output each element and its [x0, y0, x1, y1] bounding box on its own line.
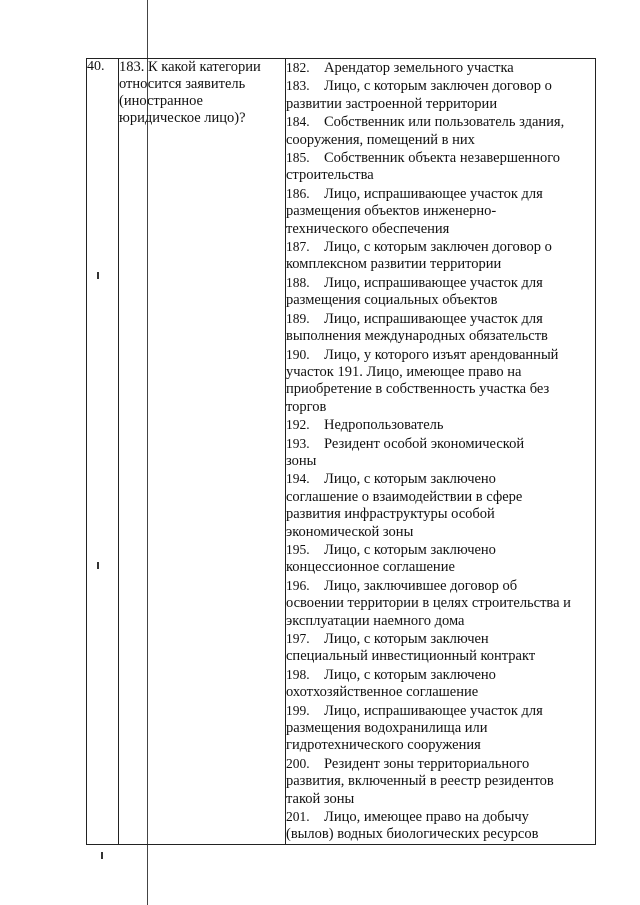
answer-option-text: Лицо, с которым заключено	[324, 666, 496, 683]
answer-option-text: Лицо, испрашивающее участок для	[324, 185, 543, 202]
answer-option-text: эксплуатации наемного дома	[286, 612, 465, 629]
answer-option-number: 192.	[286, 417, 310, 433]
answers-cell	[286, 59, 596, 845]
answer-option-number: 185.	[286, 150, 310, 166]
answer-option-number: 189.	[286, 310, 310, 326]
answer-option-line	[286, 256, 595, 273]
question-table	[86, 58, 596, 845]
answer-option-text: приобретение в собственность участка без	[286, 381, 550, 398]
answer-option-text: охотхозяйственное соглашение	[286, 684, 479, 701]
answer-option-line	[286, 185, 595, 203]
answer-option-text: концессионное соглашение	[286, 559, 455, 576]
answer-option-text: зоны	[286, 452, 317, 469]
answer-option-line	[286, 684, 595, 701]
answer-option-number: 186.	[286, 185, 310, 201]
answer-option-text: гидротехнического сооружения	[286, 737, 481, 754]
answer-option-line	[286, 221, 595, 238]
answer-option-line	[286, 132, 595, 149]
answer-option-line	[286, 292, 595, 309]
answer-option-number: 188.	[286, 274, 310, 290]
answer-option-line	[286, 648, 595, 665]
answer-option-line	[286, 808, 595, 826]
answer-option-line	[286, 489, 595, 506]
answer-option-text: строительства	[286, 167, 374, 184]
answer-option-line	[286, 470, 595, 488]
answer-option-text: торгов	[286, 398, 327, 415]
answer-option-text: участок 191. Лицо, имеющее право на	[286, 363, 522, 380]
answer-option-number: 187.	[286, 239, 310, 255]
answer-option-line	[286, 238, 595, 256]
answer-option-line	[286, 274, 595, 292]
answer-option-number: 195.	[286, 541, 310, 557]
answer-option-line	[286, 453, 595, 470]
answer-option-text: технического обеспечения	[286, 220, 450, 237]
answer-option-text: размещения водохранилища или	[286, 720, 488, 737]
answer-option-text: комплексном развитии территории	[286, 256, 502, 273]
answer-option-line	[286, 755, 595, 773]
answer-option-text: соглашение о взаимодействии в сфере	[286, 488, 523, 505]
answer-option-line	[286, 630, 595, 648]
answer-option-text: Лицо, испрашивающее участок для	[324, 274, 543, 291]
answer-option-text: Лицо, у которого изъят арендованный	[324, 346, 559, 363]
answer-option-number: 182.	[286, 60, 310, 75]
question-line: 183. К какой категории	[119, 59, 261, 75]
answer-option-number: 183.	[286, 78, 310, 94]
answer-option-line	[286, 381, 595, 398]
answer-option-number: 194.	[286, 471, 310, 487]
scan-speck	[101, 852, 103, 859]
answer-option-text: развития инфраструктуры особой	[286, 506, 495, 523]
answer-option-line	[286, 791, 595, 808]
answer-option-line	[286, 310, 595, 328]
answer-option-line	[286, 77, 595, 95]
answer-option-text: Лицо, испрашивающее участок для	[324, 702, 543, 719]
answer-option-text: освоении территории в целях строительства и	[286, 595, 571, 612]
question-cell	[119, 59, 286, 845]
answer-option-line	[286, 559, 595, 576]
answer-option-text: (вылов) водных биологических ресурсов	[286, 826, 539, 843]
answer-option-text: Собственник или пользователь здания,	[324, 114, 565, 131]
answer-option-text: Лицо, с которым заключен договор о	[324, 78, 552, 95]
question-line: относится заявитель	[119, 76, 246, 92]
answer-option-number: 200.	[286, 755, 310, 771]
answer-option-text: Лицо, испрашивающее участок для	[324, 310, 543, 327]
answer-option-text: Лицо, с которым заключено	[324, 541, 496, 558]
answer-option-line	[286, 167, 595, 184]
answer-option-line	[286, 328, 595, 345]
answer-option-text: размещения объектов инженерно-	[286, 203, 497, 220]
answer-option-text: Лицо, заключившее договор об	[324, 577, 518, 594]
answer-option-text: Лицо, с которым заключено	[324, 471, 496, 488]
answer-option-text: Лицо, с которым заключен	[324, 631, 489, 647]
answer-option-line	[286, 595, 595, 612]
table-row	[87, 59, 596, 845]
answer-option-number: 201.	[286, 809, 310, 825]
answer-option-number: 199.	[286, 702, 310, 718]
answer-option-text: Собственник объекта незавершенного	[324, 150, 561, 167]
answer-option-line	[286, 506, 595, 523]
answer-option-line	[286, 364, 595, 381]
answer-option-line	[286, 720, 595, 737]
answer-option-line	[286, 613, 595, 630]
answer-option-text: выполнения международных обязательств	[286, 328, 548, 345]
answer-option-line	[286, 826, 595, 843]
answer-option-line	[286, 416, 595, 434]
answer-option-line	[286, 666, 595, 684]
answer-option-text: Резидент особой экономической	[324, 435, 525, 452]
row-number: 40.	[87, 59, 119, 845]
answer-option-line	[286, 577, 595, 595]
answer-option-number: 184.	[286, 114, 310, 130]
answer-option-text: развитии застроенной территории	[286, 95, 498, 112]
answer-option-text: Резидент зоны территориального	[324, 755, 530, 772]
question-line: (иностранное	[119, 93, 203, 109]
answer-option-text: Недропользователь	[324, 417, 444, 434]
answer-option-text: размещения социальных объектов	[286, 292, 498, 309]
answer-option-number: 197.	[286, 631, 310, 646]
answer-option-number: 193.	[286, 435, 310, 451]
answer-option-line	[286, 773, 595, 790]
answer-option-line	[286, 737, 595, 754]
answer-option-line	[286, 399, 595, 416]
answer-option-line	[286, 203, 595, 220]
answer-option-text: такой зоны	[286, 790, 355, 807]
answer-option-line	[286, 541, 595, 559]
answer-option-line	[286, 59, 595, 77]
answer-option-number: 198.	[286, 666, 310, 682]
answer-option-line	[286, 149, 595, 167]
answer-option-text: экономической зоны	[286, 523, 414, 540]
answer-option-line	[286, 96, 595, 113]
answer-option-line	[286, 113, 595, 131]
answer-option-text: Лицо, с которым заключен договор о	[324, 239, 552, 256]
answer-option-line	[286, 524, 595, 541]
answer-option-line	[286, 435, 595, 453]
answer-option-text: специальный инвестиционный контракт	[286, 648, 536, 665]
answer-option-line	[286, 702, 595, 720]
answer-option-number: 190.	[286, 346, 310, 362]
answer-option-text: сооружения, помещений в них	[286, 131, 475, 148]
answer-option-line	[286, 346, 595, 364]
answer-option-text: развития, включенный в реестр резидентов	[286, 773, 554, 790]
answer-option-number: 196.	[286, 577, 310, 593]
answer-option-text: Арендатор земельного участка	[324, 60, 514, 76]
question-line: юридическое лицо)?	[119, 110, 246, 126]
answer-option-text: Лицо, имеющее право на добычу	[324, 809, 529, 826]
